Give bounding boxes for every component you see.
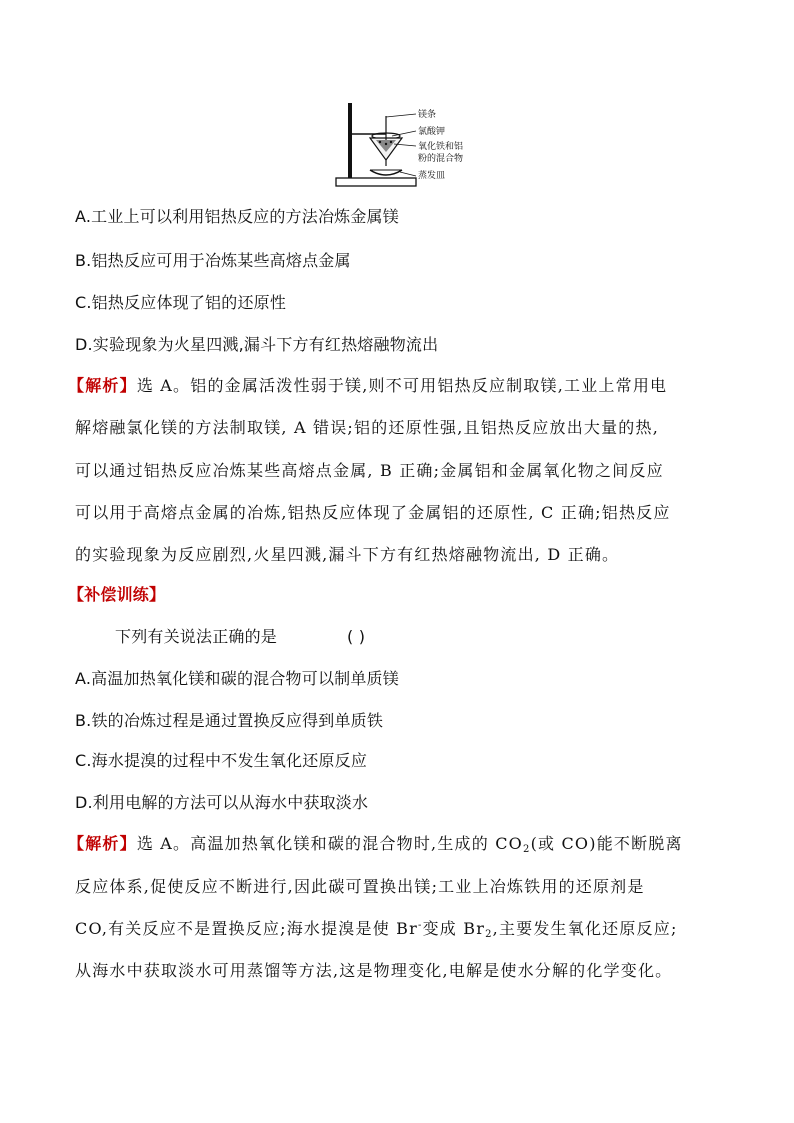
- analysis-text: 选 A。高温加热氧化镁和碳的混合物时,生成的 CO: [136, 834, 523, 853]
- analysis-line-2: 解熔融氯化镁的方法制取镁, A 错误;铝的还原性强,且铝热反应放出大量的热,: [75, 418, 659, 437]
- option-b: B.铁的冶炼过程是通过置换反应得到单质铁: [75, 711, 384, 730]
- subscript: 2: [523, 844, 531, 855]
- option-b: B.铝热反应可用于冶炼某些高熔点金属: [75, 251, 351, 270]
- analysis-line-2: 反应体系,促使反应不断进行,因此碳可置换出镁;工业上冶炼铁用的还原剂是: [75, 877, 645, 896]
- analysis-line-4: 可以用于高熔点金属的冶炼,铝热反应体现了金属铝的还原性, C 正确;铝热反应: [75, 503, 671, 522]
- analysis-line-5: 的实验现象为反应剧烈,火星四溅,漏斗下方有红热熔融物流出, D 正确。: [75, 545, 620, 564]
- analysis-text: 变成 Br: [422, 919, 486, 938]
- figure-label-dish: 蒸发皿: [418, 171, 446, 181]
- option-d: D.实验现象为火星四溅,漏斗下方有红热熔融物流出: [75, 335, 439, 354]
- subscript: 2: [485, 929, 493, 940]
- option-a: A.工业上可以利用铝热反应的方法冶炼金属镁: [75, 207, 399, 226]
- analysis-line-3: [75, 919, 678, 939]
- figure-label-mixture-1: 氧化铁和铝: [418, 142, 464, 152]
- section-heading: [68, 585, 165, 605]
- analysis-text: 选 A。铝的金属活泼性弱于镁,则不可用铝热反应制取镁,工业上常用电: [136, 376, 668, 395]
- option-a: A.高温加热氧化镁和碳的混合物可以制单质镁: [75, 669, 399, 688]
- answer-paren: ( ): [347, 627, 366, 646]
- analysis-text: CO,有关反应不是置换反应;海水提溴是使 Br: [75, 919, 418, 938]
- analysis-line-3: 可以通过铝热反应冶炼某些高熔点金属, B 正确;金属铝和金属氧化物之间反应: [75, 461, 664, 480]
- option-d: D.利用电解的方法可以从海水中获取淡水: [75, 793, 369, 812]
- figure-label-mixture-2: 粉的混合物: [418, 154, 464, 164]
- analysis-line-1: [68, 376, 667, 396]
- analysis-line-1: [68, 834, 683, 854]
- analysis-tag: 【解析】: [68, 376, 137, 395]
- analysis-line-4: 从海水中获取淡水可用蒸馏等方法,这是物理变化,电解是使水分解的化学变化。: [75, 961, 673, 980]
- option-c: C.铝热反应体现了铝的还原性: [75, 293, 287, 312]
- analysis-text: (或 CO)能不断脱离: [530, 834, 683, 853]
- section-tag: 【补偿训练】: [68, 585, 166, 604]
- superscript: -: [418, 920, 423, 931]
- analysis-tag: 【解析】: [68, 834, 137, 853]
- question-stem: [115, 627, 365, 647]
- figure-label-mg-ribbon: 镁条: [418, 110, 437, 120]
- question-text: 下列有关说法正确的是: [115, 627, 278, 646]
- analysis-text: ,主要发生氧化还原反应;: [492, 919, 678, 938]
- option-c: C.海水提溴的过程中不发生氧化还原反应: [75, 751, 368, 770]
- figure-label-kclo3: 氯酸钾: [418, 127, 446, 137]
- thermite-apparatus-figure: [334, 100, 464, 190]
